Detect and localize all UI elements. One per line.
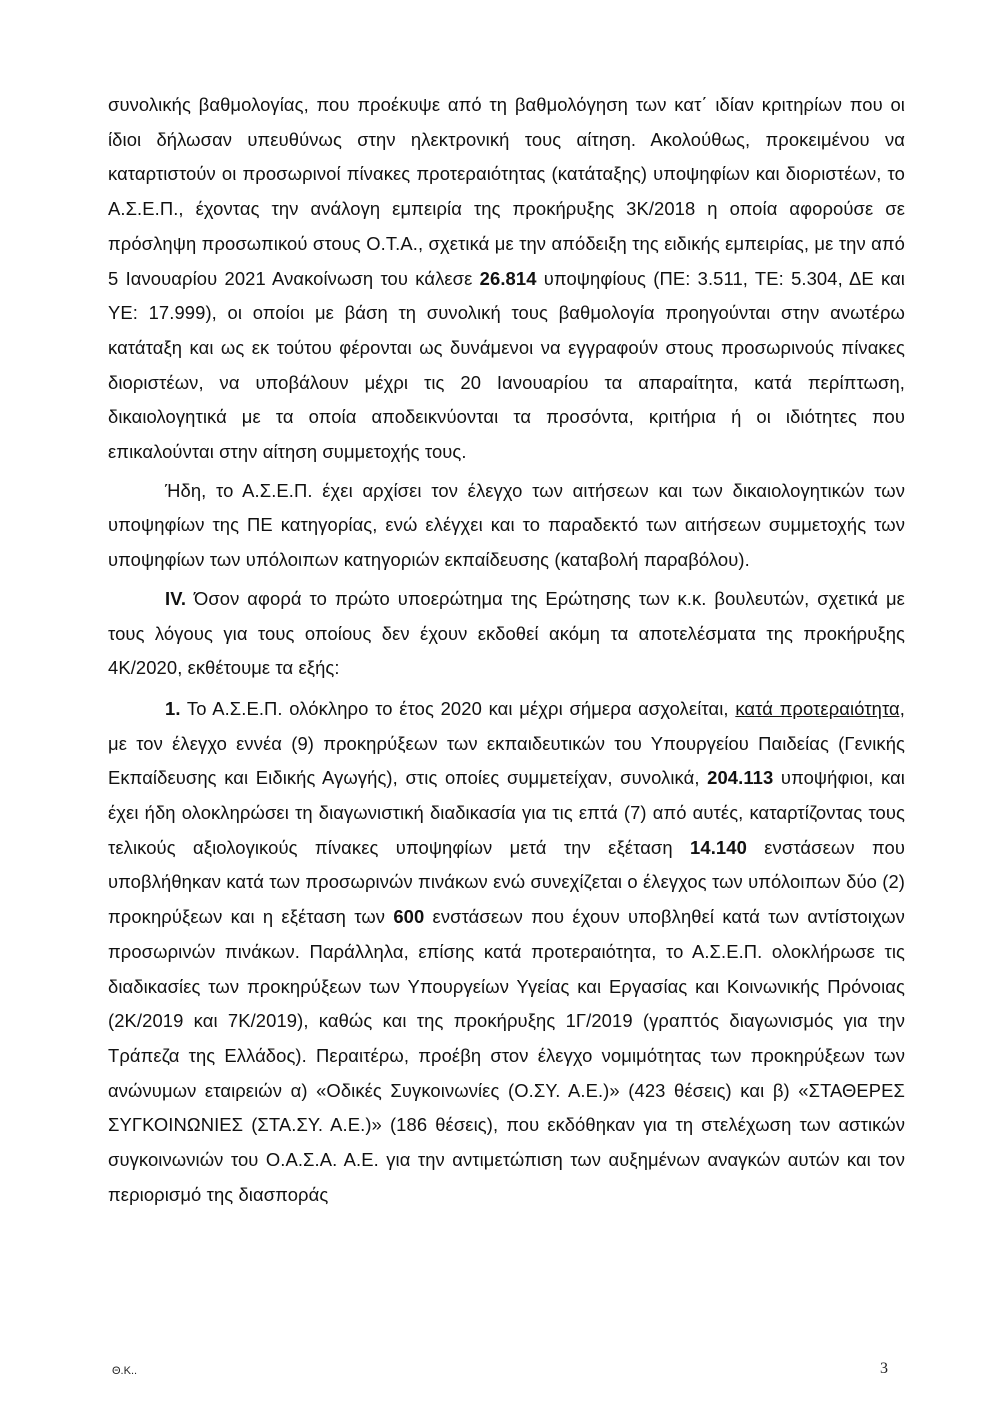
paragraph-section-iv: IV. Όσον αφορά το πρώτο υποερώτημα της Ερώτησης των κ.κ. βουλευτών, σχετικά με τους λόγους για τους οποίους δεν έχουν εκδοθεί ακόμη τα αποτελέσματα της προκήρυξης 4Κ/2020, εκθέτουμε τα εξής: — [108, 587, 905, 679]
paragraph-continued: συνολικής βαθμολογίας, που προέκυψε από τη βαθμολόγηση των κατ΄ ιδίαν κριτηρίων που οι ίδιοι δήλωσαν υπευθύνως στην ηλεκτρονική τους αίτηση. Ακολούθως, προκειμένου να καταρτιστούν οι προσωρινοί πίνακες προτεραιότητας (κατάταξης) υποψηφίων και διοριστέων, το Α.Σ.Ε.Π., έχοντας την ανάλογη εμπειρία της προκήρυξης 3Κ/2018 η οποία αφορούσε σε πρόσληψη προσωπικού στους Ο.Τ.Α., σχετικά με την απόδειξη της ειδικής εμπειρίας, με την από 5 Ιανουαρίου 2021 Ανακοίνωση του κάλεσε 26.814 υποψηφίους (ΠΕ: 3.511, ΤΕ: 5.304, ΔΕ και ΥΕ: 17.999), οι οποίοι με βάση τη συνολική τους βαθμολογία προηγούνται στην ανωτέρω κατάταξη και ως εκ τούτου φέρονται ως δυνάμενοι να εγγραφούν στους προσωρινούς πίνακες διοριστέων, να υποβάλουν μέχρι τις 20 Ιανουαρίου τα απαραίτητα, κατά περίπτωση, δικαιολογητικά με τα οποία αποδεικνύονται τα προσόντα, κριτήρια ή οι ιδιότητες που επικαλούνται στην αίτηση συμμετοχής τους. — [108, 94, 905, 463]
bold-number: 204.113 — [707, 767, 774, 789]
underlined-phrase: κατά προτεραιότητα, — [735, 697, 905, 719]
footer-initials: Θ.Κ.. — [112, 1365, 138, 1377]
bold-number: 26.814 — [479, 267, 537, 289]
bold-number: 600 — [393, 906, 425, 928]
page-number: 3 — [880, 1360, 888, 1377]
paragraph-item-1: 1. Το Α.Σ.Ε.Π. ολόκληρο το έτος 2020 και μέχρι σήμερα ασχολείται, κατά προτεραιότητα, με τον έλεγχο εννέα (9) προκηρύξεων των εκπαιδευτικών του Υπουργείου Παιδείας (Γενικής Εκπαίδευσης και Ειδικής Αγωγής), στις οποίες συμμετείχαν, συνολικά, 204.113 υποψήφιοι, και έχει ήδη ολοκληρώσει τη διαγωνιστική διαδικασία για τις επτά (7) από αυτές, καταρτίζοντας τους τελικούς αξιολογικούς πίνακες υποψηφίων μετά την εξέταση 14.140 ενστάσεων που υποβλήθηκαν κατά των προσωρινών πινάκων ενώ συνεχίζεται ο έλεγχος των υπόλοιπων δύο (2) προκηρύξεων και η εξέταση των 600 ενστάσεων που έχουν υποβληθεί κατά των αντίστοιχων προσωρινών πινάκων. Παράλληλα, επίσης κατά προτεραιότητα, το Α.Σ.Ε.Π. ολοκλήρωσε τις διαδικασίες των προκηρύξεων των Υπουργείων Υγείας και Εργασίας και Κοινωνικής Πρόνοιας (2Κ/2019 και 7Κ/2019), καθώς και της προκήρυξης 1Γ/2019 (γραπτός διαγωνισμός για την Τράπεζα της Ελλάδος). Περαιτέρω, προέβη στον έλεγχο νομιμότητας των προκηρύξεων των ανώνυμων εταιρειών α) «Οδικές Συγκοινωνίες (Ο.ΣΥ. Α.Ε.)» (423 θέσεις) και β) «ΣΤΑΘΕΡΕΣ ΣΥΓΚΟΙΝΩΝΙΕΣ (ΣΤΑ.ΣΥ. Α.Ε.)» (186 θέσεις), που εκδόθηκαν για τη στελέχωση των αστικών συγκοινωνιών του Ο.Α.Σ.Α. Α.Ε. για την αντιμετώπιση των αυξημένων αναγκών αυτών και τον περιορισμό της διασποράς — [108, 697, 905, 1205]
section-number: IV. — [165, 587, 187, 609]
item-number: 1. — [165, 697, 181, 719]
document-body — [108, 88, 905, 1213]
bold-number: 14.140 — [690, 836, 747, 858]
paragraph-asep-check: Ήδη, το Α.Σ.Ε.Π. έχει αρχίσει τον έλεγχο των αιτήσεων και των δικαιολογητικών των υποψηφίων της ΠΕ κατηγορίας, ενώ ελέγχει και το παραδεκτό των αιτήσεων συμμετοχής των υποψηφίων των υπόλοιπων κατηγοριών εκπαίδευσης (καταβολή παραβόλου). — [108, 479, 905, 571]
